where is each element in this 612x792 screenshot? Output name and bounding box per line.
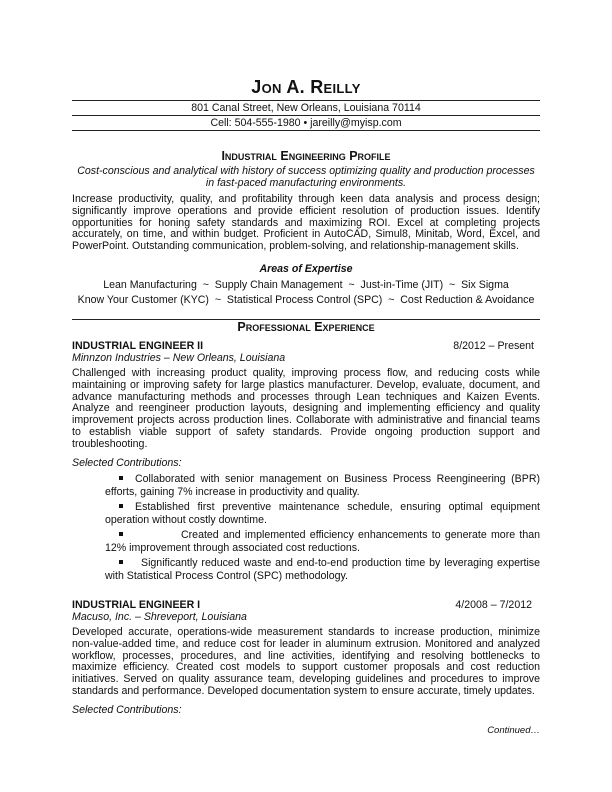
job-description: Challenged with increasing product quality, improving process flow, and reducing costs while maintaining or improving safety for large plastics manufacturer. Develop, evaluate, document, and advance manufacturing methods and processes through Lean techniques and Kaizen Events. Analyze and reengineer production layouts, designing and implementing efficiency and quality improvement projects across production lines. Collaborate with administrative and financial teams to establish viable support of safety standards. Provide ongoing production support and troubleshooting. xyxy=(72,367,540,450)
job-dates: 4/2008 – 7/2012 xyxy=(455,599,532,611)
expertise-line: Lean Manufacturing ~ Supply Chain Management ~ Just-in-Time (JIT) ~ Six Sigma xyxy=(103,279,509,291)
job-company: Minnzon Industries – New Orleans, Louisiana xyxy=(72,352,286,364)
bullet-icon xyxy=(119,560,123,564)
job-company: Macuso, Inc. – Shreveport, Louisiana xyxy=(72,611,247,623)
candidate-name: Jon A. Reilly xyxy=(251,77,361,97)
contribution-item: Significantly reduced waste and end-to-end production time by leveraging expertise with Statistical Process Control (SPC) methodology. xyxy=(105,557,540,582)
job-description: Developed accurate, operations-wide measurement standards to increase production, minimize non-value-added time, and reduce cost for leader in aluminum extrusion. Monitored and analyzed workflow, processes, procedures, and line activities, identifying and resolving bottlenecks to maximize efficiency. Created cost models to support customer proposals and cost reduction initiatives. Served on quality assurance team, developing guidelines and procedures to improve standards and performance. Developed documentation system to ensure accurate, timely updates. xyxy=(72,626,540,697)
bullet-icon xyxy=(119,476,123,480)
profile-summary: Increase productivity, quality, and profitability through keen data analysis and process design; significantly improve operations and provide efficient resolution of production issues. Identify opportunities for honing safety standards and maximizing ROI. Excel at completing projects accurately, on time, and within budget. Proficient in AutoCAD, Simul8, Minitab, Word, Excel, and PowerPoint. Outstanding communication, problem-solving, and relationship-management skills. xyxy=(72,193,540,253)
job-title: INDUSTRIAL ENGINEER II xyxy=(72,340,204,352)
divider xyxy=(72,100,540,101)
profile-tagline: Cost-conscious and analytical with history of success optimizing quality and production processes in fast-paced manufacturing environments. xyxy=(77,165,535,189)
bullet-icon xyxy=(119,532,123,536)
profile-heading: Industrial Engineering Profile xyxy=(221,149,391,163)
experience-heading: Professional Experience xyxy=(237,320,375,334)
address: 801 Canal Street, New Orleans, Louisiana 70114 xyxy=(191,102,421,114)
job-header xyxy=(72,340,540,352)
divider xyxy=(72,115,540,116)
contributions-label: Selected Contributions: xyxy=(72,457,182,469)
continued-note: Continued… xyxy=(487,725,540,736)
expertise-line: Know Your Customer (KYC) ~ Statistical Process Control (SPC) ~ Cost Reduction & Avoidance xyxy=(77,294,535,306)
contribution-item: Established first preventive maintenance schedule, ensuring optimal equipment operation without costly downtime. xyxy=(105,501,540,526)
divider xyxy=(72,130,540,131)
bullet-icon xyxy=(119,504,123,508)
contribution-item: Collaborated with senior management on Business Process Reengineering (BPR) efforts, gaining 7% increase in productivity and quality. xyxy=(105,473,540,498)
expertise-heading: Areas of Expertise xyxy=(259,263,353,275)
contributions-label: Selected Contributions: xyxy=(72,704,182,716)
contribution-item: Created and implemented efficiency enhancements to generate more than 12% improvement through associated cost reductions. xyxy=(105,529,540,554)
job-dates: 8/2012 – Present xyxy=(453,340,534,352)
contact-info: Cell: 504-555-1980 • jareilly@myisp.com xyxy=(210,117,402,129)
job-title: INDUSTRIAL ENGINEER I xyxy=(72,599,201,611)
job-header xyxy=(72,599,540,611)
